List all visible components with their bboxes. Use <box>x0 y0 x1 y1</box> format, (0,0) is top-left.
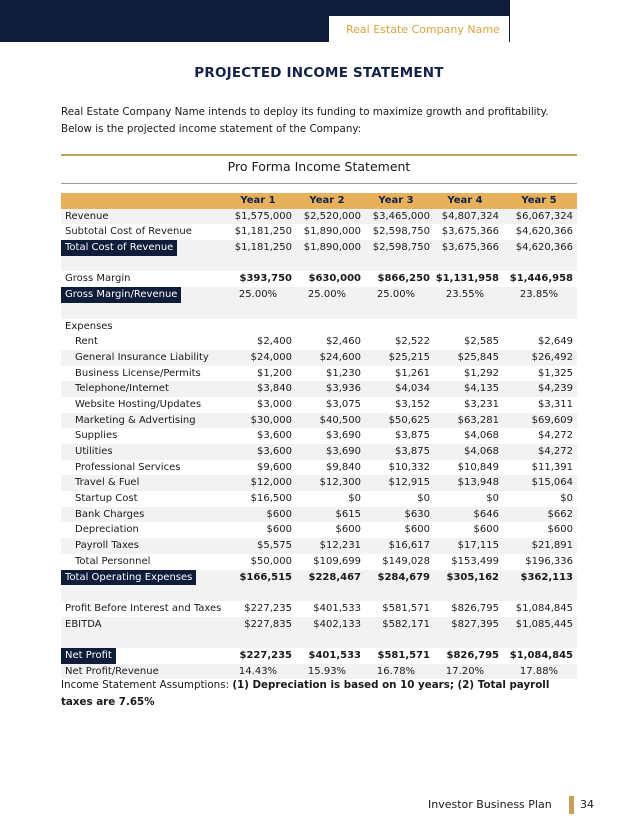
row-value: $3,600 <box>257 446 292 457</box>
row-value: $1,084,845 <box>509 649 573 661</box>
row-value: 23.85% <box>519 289 559 301</box>
row-value: $12,915 <box>388 477 430 489</box>
row-value: $3,675,366 <box>441 226 499 238</box>
year-header: Year 2 <box>309 195 345 206</box>
table-row <box>61 648 577 664</box>
row-value: $4,807,324 <box>441 210 499 222</box>
row-value: $1,200 <box>257 367 292 379</box>
row-value: $4,068 <box>464 446 499 457</box>
table-row <box>61 522 577 538</box>
row-value: $13,948 <box>457 477 499 489</box>
row-value: $3,465,000 <box>372 210 430 222</box>
row-value: $600 <box>404 524 430 536</box>
table-row <box>61 381 577 397</box>
assumptions-note <box>61 677 581 711</box>
row-value: $24,600 <box>319 351 361 363</box>
row-value: 14.43% <box>238 665 278 677</box>
row-value: $10,332 <box>388 461 430 473</box>
row-value: $4,135 <box>464 383 499 395</box>
row-value: $646 <box>473 508 499 520</box>
row-value: $600 <box>335 524 361 536</box>
row-value: $50,000 <box>250 555 292 567</box>
row-value: 16.78% <box>376 665 416 677</box>
row-value: $4,239 <box>538 383 573 395</box>
row-value: $25,215 <box>388 351 430 363</box>
row-value: $196,336 <box>525 555 573 567</box>
row-value: $25,845 <box>457 351 499 363</box>
row-value: $153,499 <box>451 555 499 567</box>
row-value: $11,391 <box>531 461 573 473</box>
row-value: $5,575 <box>257 540 292 552</box>
row-value: $3,311 <box>538 398 573 410</box>
row-label: Net Profit <box>61 648 116 664</box>
row-value: $227,235 <box>239 649 292 661</box>
row-value: $15,064 <box>531 477 573 489</box>
table-row <box>61 538 577 554</box>
row-value: $1,131,958 <box>435 273 499 285</box>
assumptions-lead: Income Statement Assumptions: <box>61 679 233 691</box>
row-value: $866,250 <box>377 273 430 285</box>
table-row <box>61 256 577 272</box>
row-value: $581,571 <box>382 602 430 614</box>
table-row <box>61 271 577 287</box>
table-row <box>61 585 577 601</box>
row-label: Net Profit/Revenue <box>65 665 159 677</box>
assumptions-detail: (1) Depreciation is based on 10 years; (2) Total payroll taxes are 7.65% <box>61 679 550 708</box>
row-value: $3,875 <box>395 430 430 442</box>
row-value: $284,679 <box>377 571 430 583</box>
row-value: $16,617 <box>388 540 430 552</box>
row-label: Payroll Taxes <box>75 540 139 552</box>
row-value: $1,230 <box>326 367 361 379</box>
row-value: $3,231 <box>464 398 499 410</box>
table-header-row <box>61 193 577 209</box>
row-value: $4,034 <box>395 383 430 395</box>
table-row <box>61 428 577 444</box>
row-value: $662 <box>547 508 573 520</box>
footer-divider <box>569 796 574 814</box>
row-value: $3,840 <box>257 383 292 395</box>
row-value: $2,585 <box>464 336 499 348</box>
row-label: Bank Charges <box>75 508 145 520</box>
row-value: $2,598,750 <box>372 242 430 254</box>
row-value: $6,067,324 <box>515 210 573 222</box>
row-value: 17.20% <box>445 665 485 677</box>
row-label: EBITDA <box>65 618 102 630</box>
row-value: $24,000 <box>250 351 292 363</box>
page-number: 34 <box>580 798 594 811</box>
row-value: $109,699 <box>313 555 361 567</box>
income-statement-table <box>61 193 577 679</box>
row-label: Total Operating Expenses <box>61 570 196 586</box>
row-value: $228,467 <box>308 571 361 583</box>
row-label: Expenses <box>65 320 113 332</box>
table-row <box>61 491 577 507</box>
row-value: $1,890,000 <box>303 242 361 254</box>
row-value: $615 <box>335 508 361 520</box>
table-row <box>61 303 577 319</box>
row-value: $0 <box>348 493 361 505</box>
table-row <box>61 507 577 523</box>
row-value: $826,795 <box>451 602 499 614</box>
table-top-rule <box>61 154 577 156</box>
row-label: Revenue <box>65 210 109 222</box>
row-value: $1,261 <box>395 367 430 379</box>
table-row <box>61 413 577 429</box>
row-value: $2,522 <box>395 336 430 348</box>
row-value: $3,690 <box>326 446 361 457</box>
row-label: Startup Cost <box>75 493 138 505</box>
row-value: $401,533 <box>308 649 361 661</box>
row-value: $401,533 <box>313 602 361 614</box>
row-label: Supplies <box>75 430 118 442</box>
row-label: Subtotal Cost of Revenue <box>65 226 192 238</box>
row-value: $50,625 <box>388 414 430 426</box>
row-value: $12,300 <box>319 477 361 489</box>
row-label: General Insurance Liability <box>75 351 209 363</box>
row-value: $4,620,366 <box>515 242 573 254</box>
row-value: $0 <box>486 493 499 505</box>
table-row <box>61 617 577 633</box>
row-label: Marketing & Advertising <box>75 414 196 426</box>
row-value: $4,620,366 <box>515 226 573 238</box>
row-value: $21,891 <box>531 540 573 552</box>
row-label: Total Cost of Revenue <box>61 240 177 256</box>
row-value: $3,690 <box>326 430 361 442</box>
year-header: Year 3 <box>378 195 414 206</box>
row-label: Travel & Fuel <box>75 477 140 489</box>
row-value: $1,181,250 <box>234 226 292 238</box>
row-value: $9,600 <box>257 461 292 473</box>
row-value: $63,281 <box>457 414 499 426</box>
row-value: $827,395 <box>451 618 499 630</box>
year-header: Year 5 <box>521 195 557 206</box>
row-value: $630,000 <box>308 273 361 285</box>
row-label: Website Hosting/Updates <box>75 398 202 410</box>
year-header: Year 1 <box>240 195 276 206</box>
table-row <box>61 460 577 476</box>
row-value: $0 <box>560 493 573 505</box>
row-label: Total Personnel <box>75 555 151 567</box>
row-value: $4,068 <box>464 430 499 442</box>
row-value: $227,235 <box>244 602 292 614</box>
row-value: 15.93% <box>307 665 347 677</box>
row-value: $3,000 <box>257 398 292 410</box>
table-title-rule <box>61 183 577 184</box>
table-row <box>61 632 577 648</box>
row-value: $3,675,366 <box>441 242 499 254</box>
row-value: $600 <box>547 524 573 536</box>
row-label: Gross Margin/Revenue <box>61 287 181 303</box>
row-value: $2,598,750 <box>372 226 430 238</box>
intro-paragraph: Real Estate Company Name intends to deploy its funding to maximize growth and profitability. Below is the projected income statement of the Company: <box>61 106 549 135</box>
table-row <box>61 475 577 491</box>
row-value: 17.88% <box>519 665 559 677</box>
row-value: $16,500 <box>250 493 292 505</box>
row-value: $600 <box>473 524 499 536</box>
row-value: $4,272 <box>538 446 573 457</box>
row-value: $402,133 <box>313 618 361 630</box>
row-value: $1,890,000 <box>303 226 361 238</box>
table-row <box>61 319 577 335</box>
row-value: $1,181,250 <box>234 242 292 254</box>
table-row <box>61 554 577 570</box>
row-value: $393,750 <box>239 273 292 285</box>
row-value: $581,571 <box>377 649 430 661</box>
row-value: $305,162 <box>446 571 499 583</box>
row-label: Telephone/Internet <box>75 383 169 395</box>
row-value: $30,000 <box>250 414 292 426</box>
year-header: Year 4 <box>447 195 483 206</box>
row-value: $166,515 <box>239 571 292 583</box>
row-value: $17,115 <box>457 540 499 552</box>
page-title: PROJECTED INCOME STATEMENT <box>194 65 444 81</box>
table-row <box>61 287 577 303</box>
table-row <box>61 240 577 256</box>
row-value: $600 <box>266 524 292 536</box>
company-name-header: Real Estate Company Name <box>346 23 500 36</box>
row-value: $600 <box>266 508 292 520</box>
row-label: Gross Margin <box>65 273 131 285</box>
row-value: 25.00% <box>307 289 347 301</box>
row-value: $0 <box>417 493 430 505</box>
row-value: $40,500 <box>319 414 361 426</box>
row-value: $3,600 <box>257 430 292 442</box>
row-value: $2,400 <box>257 336 292 348</box>
row-value: $2,460 <box>326 336 361 348</box>
row-label: Professional Services <box>75 461 181 473</box>
row-value: $12,231 <box>319 540 361 552</box>
row-value: $362,113 <box>520 571 573 583</box>
row-value: $1,575,000 <box>234 210 292 222</box>
row-value: $9,840 <box>326 461 361 473</box>
table-row <box>61 209 577 225</box>
row-value: $1,085,445 <box>515 618 573 630</box>
row-label: Utilities <box>75 446 113 457</box>
row-value: 25.00% <box>238 289 278 301</box>
footer-label: Investor Business Plan <box>428 798 552 811</box>
row-value: $1,446,958 <box>509 273 573 285</box>
row-value: $12,000 <box>250 477 292 489</box>
table-title: Pro Forma Income Statement <box>227 159 411 174</box>
row-value: $3,075 <box>326 398 361 410</box>
row-value: $10,849 <box>457 461 499 473</box>
row-label: Rent <box>75 336 98 348</box>
table-row <box>61 334 577 350</box>
row-label: Depreciation <box>75 524 139 536</box>
table-row <box>61 397 577 413</box>
row-value: $1,084,845 <box>515 602 573 614</box>
table-row <box>61 366 577 382</box>
table-row <box>61 350 577 366</box>
row-value: $3,875 <box>395 446 430 457</box>
row-value: 25.00% <box>376 289 416 301</box>
table-row <box>61 601 577 617</box>
row-value: $826,795 <box>446 649 499 661</box>
row-value: $2,520,000 <box>303 210 361 222</box>
row-value: $582,171 <box>382 618 430 630</box>
row-label: Profit Before Interest and Taxes <box>65 602 222 614</box>
row-value: $630 <box>404 508 430 520</box>
row-value: $3,936 <box>326 383 361 395</box>
row-value: $149,028 <box>382 555 430 567</box>
row-value: $227,835 <box>244 618 292 630</box>
row-label: Business License/Permits <box>75 367 201 379</box>
row-value: $1,325 <box>538 367 573 379</box>
table-row <box>61 224 577 240</box>
table-row <box>61 444 577 460</box>
row-value: $3,152 <box>395 398 430 410</box>
row-value: 23.55% <box>445 289 485 301</box>
row-value: $26,492 <box>531 351 573 363</box>
row-value: $2,649 <box>538 336 573 348</box>
row-value: $69,609 <box>531 414 573 426</box>
table-row <box>61 570 577 586</box>
row-value: $4,272 <box>538 430 573 442</box>
row-value: $1,292 <box>464 367 499 379</box>
